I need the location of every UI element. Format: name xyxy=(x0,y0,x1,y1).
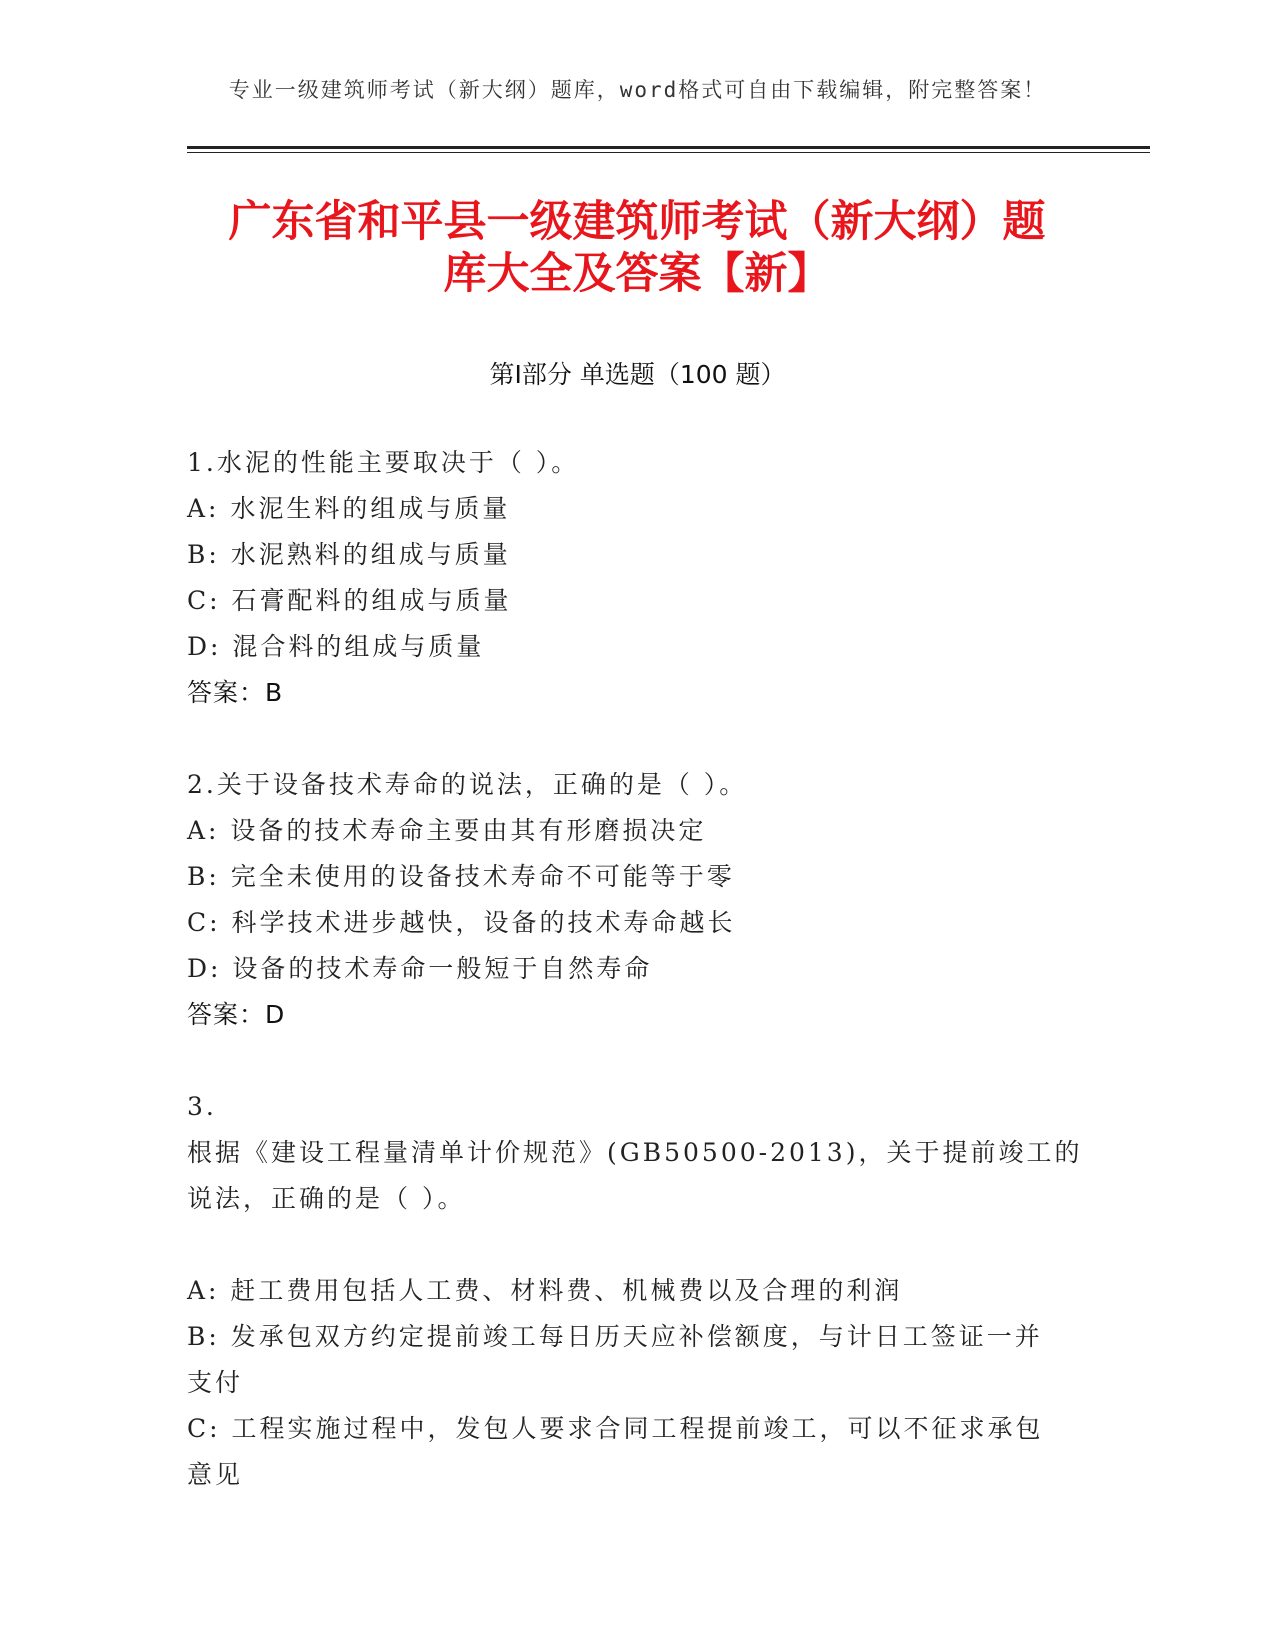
question-3-option-c: C: 工程实施过程中，发包人要求合同工程提前竣工，可以不征求承包 xyxy=(187,1414,1044,1443)
spacer xyxy=(187,1222,1077,1268)
question-3-stem-line-2: 说法，正确的是（ ）。 xyxy=(187,1184,466,1213)
question-3-option-c-continued: 意见 xyxy=(187,1460,244,1489)
question-3-stem-line-1: 根据《建设工程量清单计价规范》(GB50500-2013)，关于提前竣工的 xyxy=(187,1138,1083,1167)
header-divider-thin xyxy=(187,152,1150,153)
question-3-option-b-continued: 支付 xyxy=(187,1368,244,1397)
question-1-option-b: B: 水泥熟料的组成与质量 xyxy=(187,540,511,569)
header-divider-thick xyxy=(187,146,1150,149)
document-title-line-1: 广东省和平县一级建筑师考试（新大纲）题 xyxy=(228,197,1046,247)
spacer xyxy=(187,716,1077,762)
question-1-option-a: A: 水泥生料的组成与质量 xyxy=(187,494,511,523)
question-2-option-d: D: 设备的技术寿命一般短于自然寿命 xyxy=(187,954,653,983)
section-title: 第Ⅰ部分 单选题（100 题） xyxy=(489,360,786,389)
document-title-line-2: 库大全及答案【新】 xyxy=(443,249,831,299)
question-2-option-b: B: 完全未使用的设备技术寿命不可能等于零 xyxy=(187,862,735,891)
spacer xyxy=(187,1038,1077,1084)
question-3 xyxy=(187,1084,1083,1498)
question-3-option-b: B: 发承包双方约定提前竣工每日历天应补偿额度，与计日工签证一并 xyxy=(187,1322,1043,1351)
question-2-option-a: A: 设备的技术寿命主要由其有形磨损决定 xyxy=(187,816,707,845)
question-3-number: 3. xyxy=(187,1092,217,1121)
question-1 xyxy=(187,440,1077,716)
question-1-option-c: C: 石膏配料的组成与质量 xyxy=(187,586,512,615)
question-2-option-c: C: 科学技术进步越快，设备的技术寿命越长 xyxy=(187,908,736,937)
document-title xyxy=(187,196,1087,300)
question-2-answer: 答案：D xyxy=(187,1000,286,1029)
question-1-answer: 答案：B xyxy=(187,678,284,707)
question-2-stem: 2.关于设备技术寿命的说法，正确的是（ ）。 xyxy=(187,770,748,799)
page-header-tagline: 专业一级建筑师考试（新大纲）题库，word格式可自由下载编辑，附完整答案！ xyxy=(228,78,1047,102)
question-2 xyxy=(187,762,1077,1038)
question-3-option-a: A: 赶工费用包括人工费、材料费、机械费以及合理的利润 xyxy=(187,1276,903,1305)
question-list xyxy=(187,440,1083,1498)
question-1-stem: 1.水泥的性能主要取决于（ ）。 xyxy=(187,448,580,477)
question-1-option-d: D: 混合料的组成与质量 xyxy=(187,632,485,661)
